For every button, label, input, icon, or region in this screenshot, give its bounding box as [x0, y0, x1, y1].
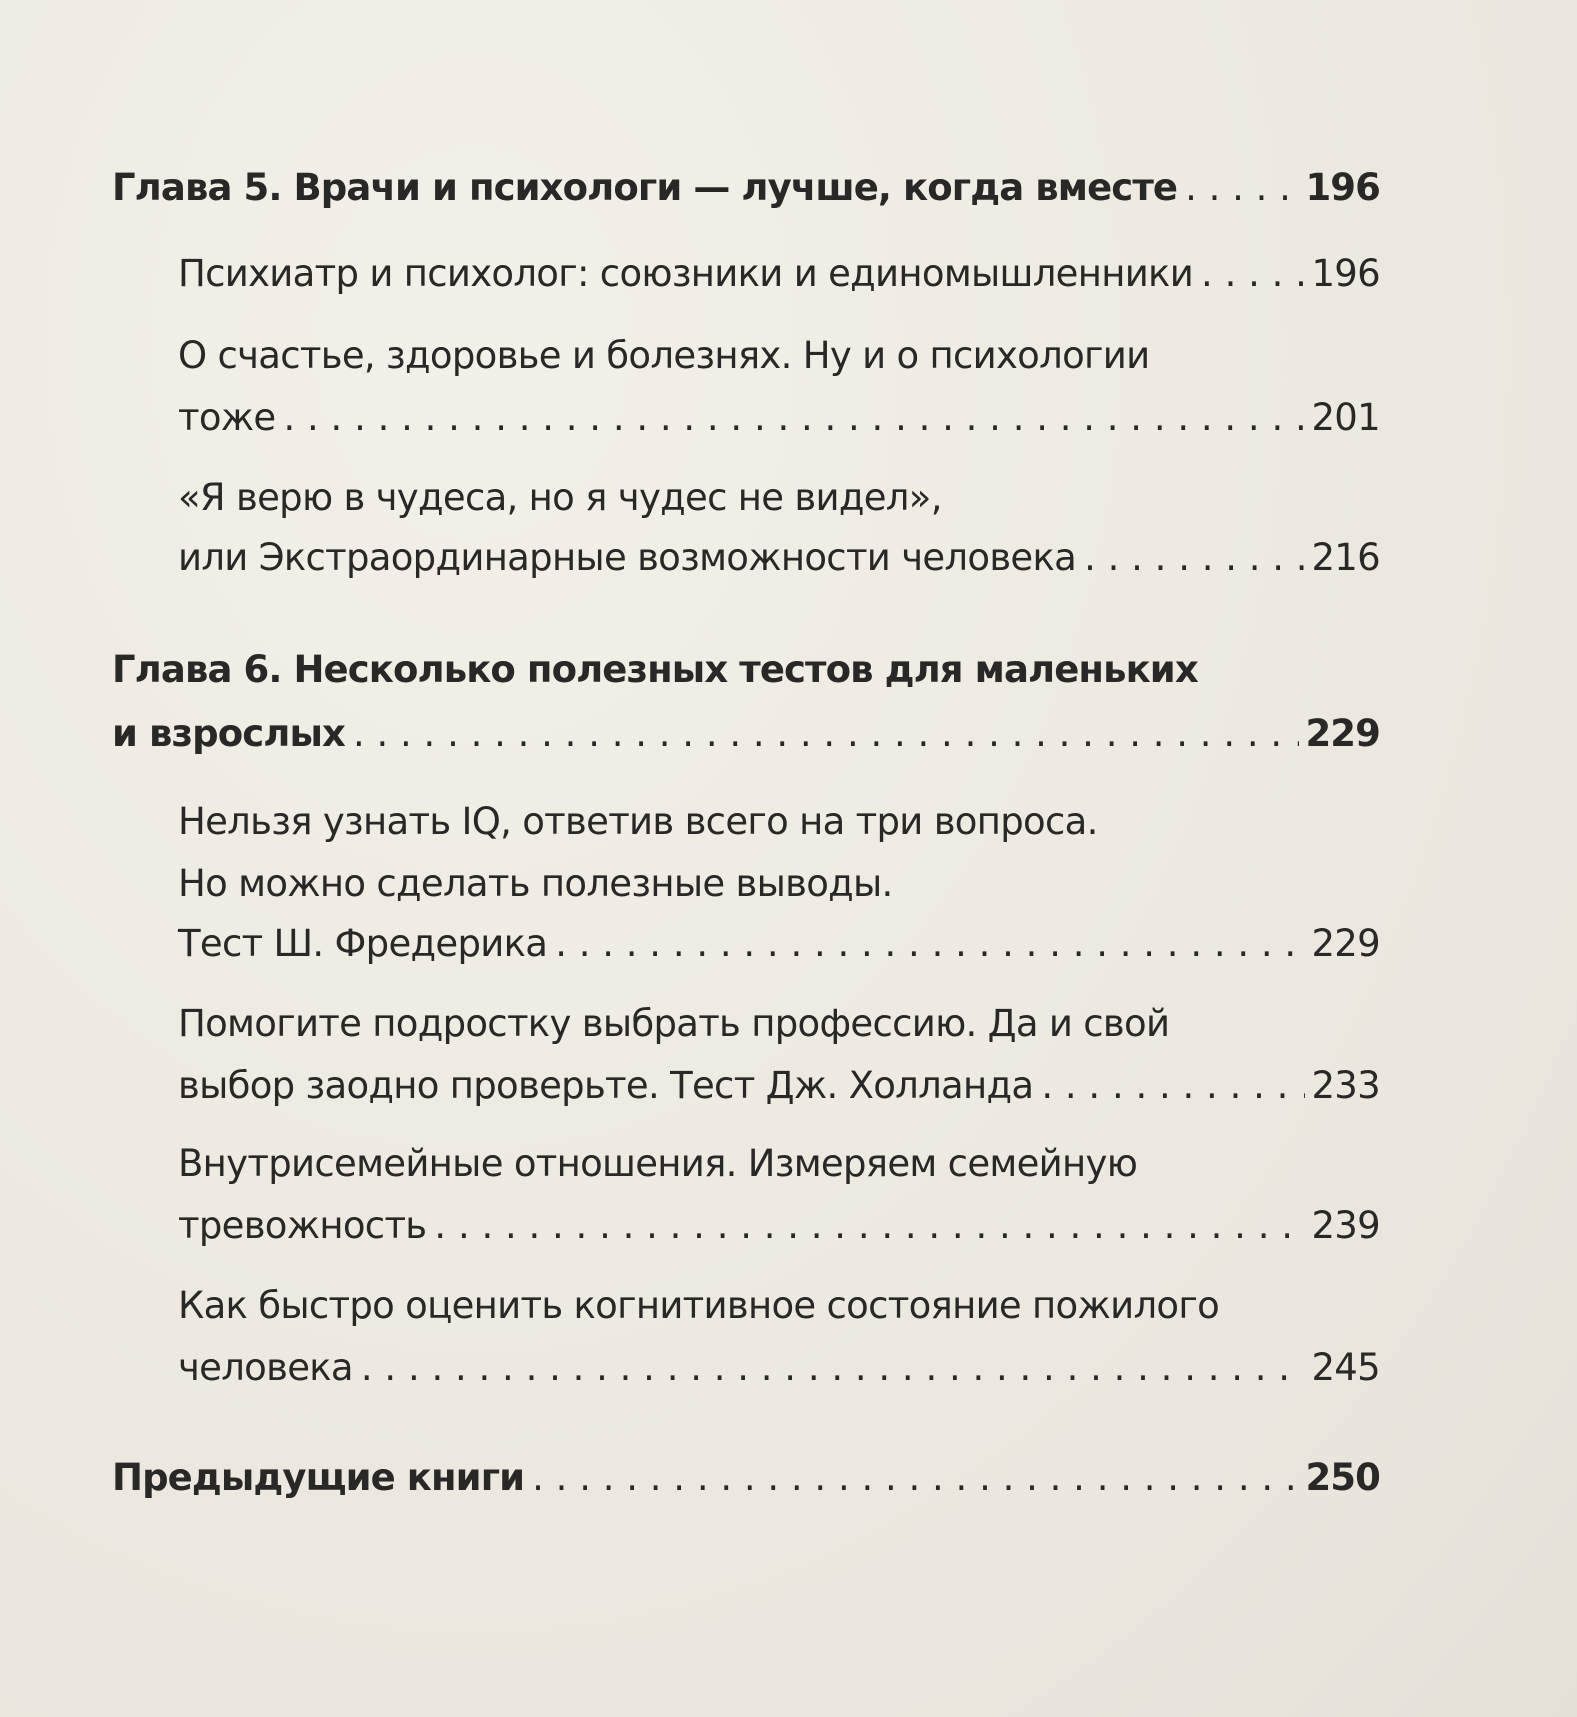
toc-chapter-6-title: Глава 6. Несколько полезных тестов для маленьких — [112, 648, 1198, 691]
toc-section-title: Тест Ш. Фредерика — [178, 922, 548, 965]
toc-section-title: Как быстро оценить когнитивное состояние пожилого — [178, 1284, 1220, 1327]
toc-section-line — [178, 1142, 1137, 1185]
toc-section-line — [178, 1346, 1380, 1389]
toc-section-line — [178, 334, 1149, 377]
toc-section-title: тоже — [178, 396, 276, 439]
toc-section-title: Нельзя узнать IQ, ответив всего на три вопроса. — [178, 800, 1098, 843]
toc-chapter-6-page: 229 — [1305, 712, 1380, 755]
toc-section-page: 233 — [1311, 1064, 1380, 1107]
dot-leader — [1185, 166, 1299, 209]
dot-leader — [434, 1204, 1305, 1247]
toc-section-line — [178, 1284, 1219, 1327]
dot-leader — [532, 1456, 1299, 1499]
toc-section-title: человека — [178, 1346, 353, 1389]
dot-leader — [1084, 536, 1305, 579]
toc-section-line — [178, 922, 1380, 965]
toc-section-title: Психиатр и психолог: союзники и единомышленники — [178, 252, 1194, 295]
toc-section-title: выбор заодно проверьте. Тест Дж. Холланда — [178, 1064, 1034, 1107]
toc-section-title: Но можно сделать полезные выводы. — [178, 862, 893, 905]
toc-section-line — [178, 1002, 1169, 1045]
toc-previous-books-title: Предыдущие книги — [112, 1456, 525, 1499]
toc-section-title: «Я верю в чудеса, но я чудес не видел», — [178, 476, 942, 519]
toc-section-title: Внутрисемейные отношения. Измеряем семейную — [178, 1142, 1138, 1185]
dot-leader — [361, 1346, 1306, 1389]
toc-section-line — [178, 800, 1098, 843]
dot-leader — [353, 712, 1299, 755]
toc-section-page: 196 — [1311, 252, 1380, 295]
toc-section-page: 201 — [1311, 396, 1380, 439]
toc-chapter-5-title: Глава 5. Врачи и психологи — лучше, когда вместе — [112, 166, 1178, 209]
toc-chapter-6-title: и взрослых — [112, 712, 345, 755]
toc-section-line — [178, 862, 893, 905]
dot-leader — [1041, 1064, 1305, 1107]
dot-leader — [555, 922, 1305, 965]
toc-section-line — [178, 252, 1380, 295]
toc-section-page: 245 — [1311, 1346, 1380, 1389]
toc-section-page: 239 — [1311, 1204, 1380, 1247]
toc-section-title: Помогите подростку выбрать профессию. Да и свой — [178, 1002, 1170, 1045]
toc-chapter-5-page: 196 — [1305, 166, 1380, 209]
toc-section-line — [178, 396, 1380, 439]
toc-previous-books-page: 250 — [1305, 1456, 1380, 1499]
toc-section-page: 229 — [1311, 922, 1380, 965]
toc-previous-books-line — [112, 1456, 1380, 1499]
toc-section-line — [178, 536, 1380, 579]
toc-chapter-6-line — [112, 648, 1198, 691]
dot-leader — [1201, 252, 1305, 295]
toc-section-page: 216 — [1311, 536, 1380, 579]
toc-section-line — [178, 1204, 1380, 1247]
toc-section-title: тревожность — [178, 1204, 427, 1247]
toc-section-line — [178, 1064, 1380, 1107]
toc-chapter-5-line — [112, 166, 1380, 209]
dot-leader — [284, 396, 1306, 439]
toc-section-title: О счастье, здоровье и болезнях. Ну и о психологии — [178, 334, 1150, 377]
toc-section-line — [178, 476, 942, 519]
toc-chapter-6-line — [112, 712, 1380, 755]
toc-section-title: или Экстраординарные возможности человека — [178, 536, 1077, 579]
